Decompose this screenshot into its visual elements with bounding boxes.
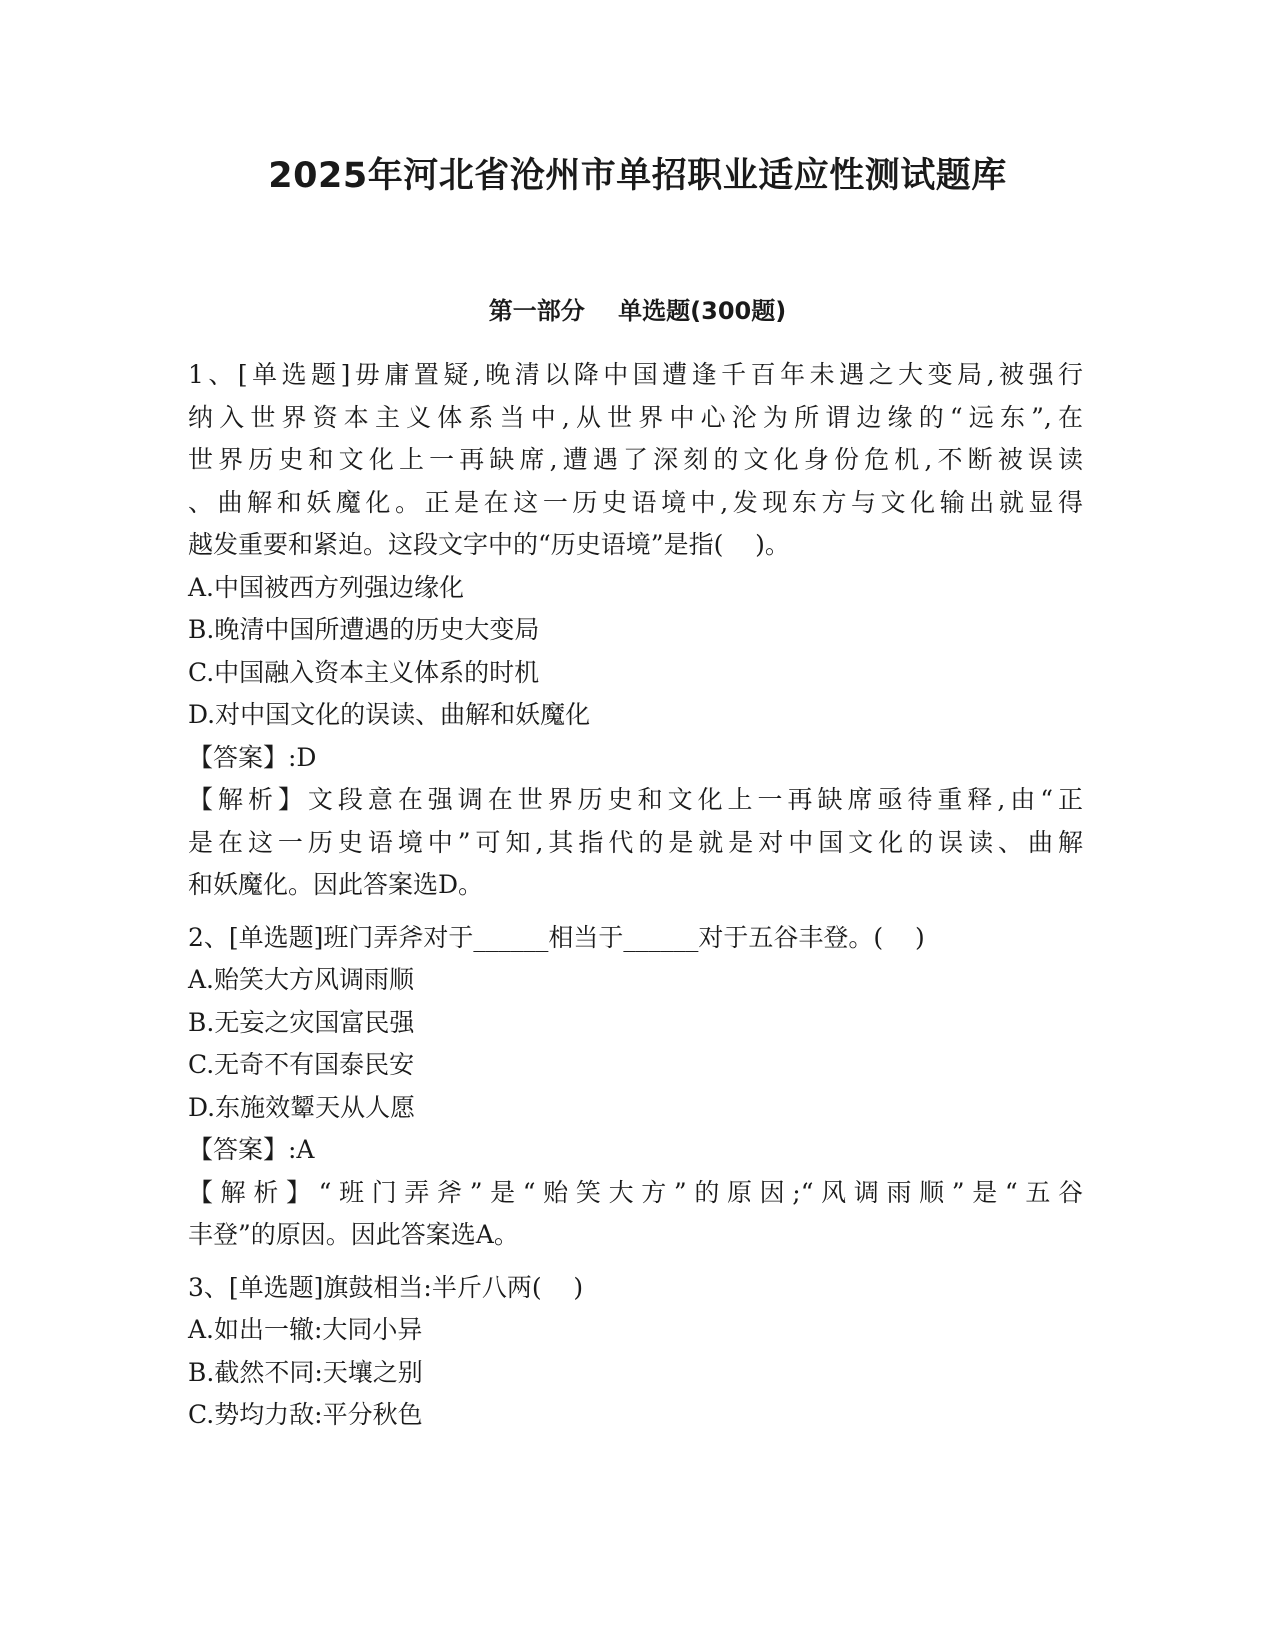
option-a: A.贻笑大方风调雨顺 <box>188 965 415 994</box>
document-title: 2025年河北省沧州市单招职业适应性测试题库 <box>268 156 1007 196</box>
analysis-line: 【解析】“班门弄斧”是“贻笑大方”的原因;“风调雨顺”是“五谷 <box>188 1177 1083 1207</box>
option-d: D.东施效颦天从人愿 <box>188 1092 416 1122</box>
section-title: 第一部分 单选题(300题) <box>488 297 787 325</box>
option-b: B.无妄之灾国富民强 <box>188 1007 415 1037</box>
question-stem-line: 2、[单选题]班门弄斧对于______相当于______对于五谷丰登。( ) <box>188 922 925 952</box>
option-d: D.对中国文化的误读、曲解和妖魔化 <box>188 700 591 729</box>
analysis-line: 是在这一历史语境中”可知,其指代的是就是对中国文化的误读、曲解 <box>188 827 1083 857</box>
answer: 【答案】:D <box>188 742 317 772</box>
option-a: A.如出一辙:大同小异 <box>188 1315 423 1344</box>
question-stem-line: 越发重要和紧迫。这段文字中的“历史语境”是指( )。 <box>188 530 790 559</box>
question-stem-line: 1、[单选题]毋庸置疑,晚清以降中国遭逢千百年未遇之大变局,被强行 <box>188 360 1083 389</box>
option-c: C.势均力敌:平分秋色 <box>188 1400 423 1429</box>
question-stem-line: 、曲解和妖魔化。正是在这一历史语境中,发现东方与文化输出就显得 <box>188 487 1083 517</box>
option-b: B.晚清中国所遭遇的历史大变局 <box>188 615 540 644</box>
question-stem-line: 世界历史和文化上一再缺席,遭遇了深刻的文化身份危机,不断被误读 <box>188 445 1083 474</box>
option-a: A.中国被西方列强边缘化 <box>188 572 465 602</box>
option-c: C.中国融入资本主义体系的时机 <box>188 657 540 687</box>
analysis-line: 丰登”的原因。因此答案选A。 <box>188 1220 519 1249</box>
question-stem-line: 纳入世界资本主义体系当中,从世界中心沦为所谓边缘的“远东”,在 <box>188 402 1083 432</box>
question-list <box>188 354 1083 1437</box>
question-stem-line: 3、[单选题]旗鼓相当:半斤八两( ) <box>188 1272 584 1302</box>
option-b: B.截然不同:天壤之别 <box>188 1357 423 1387</box>
analysis-line: 和妖魔化。因此答案选D。 <box>188 870 484 899</box>
analysis-line: 【解析】文段意在强调在世界历史和文化上一再缺席亟待重释,由“正 <box>188 785 1083 814</box>
answer: 【答案】:A <box>188 1135 315 1164</box>
question-3 <box>188 1267 1083 1437</box>
option-c: C.无奇不有国泰民安 <box>188 1050 415 1079</box>
question-1 <box>188 354 1083 907</box>
question-2 <box>188 917 1083 1257</box>
